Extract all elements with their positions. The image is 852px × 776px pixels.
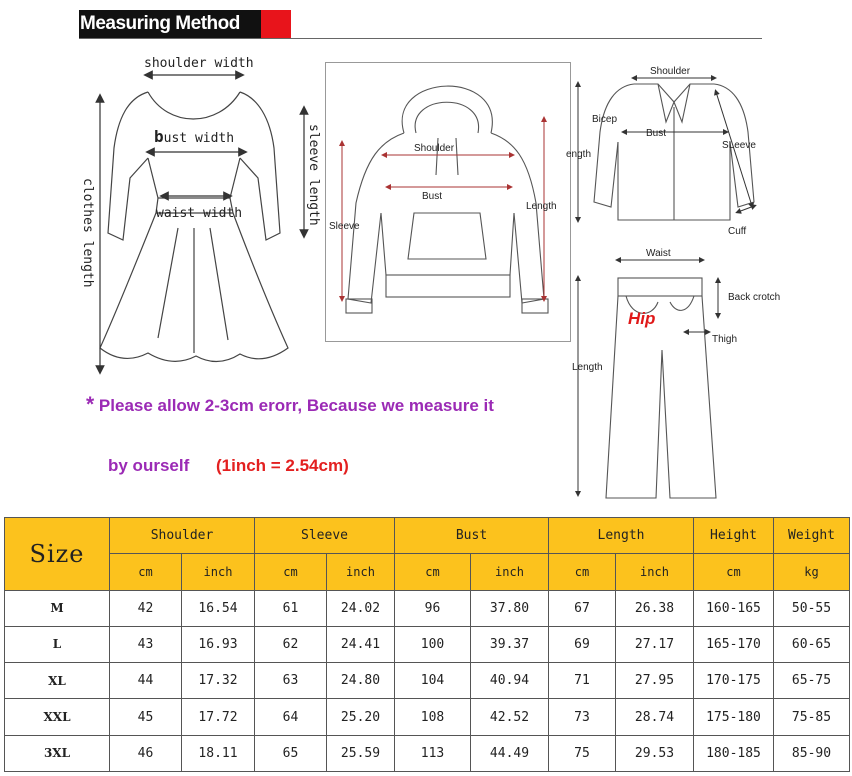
measurement-cell: 37.80	[471, 590, 549, 626]
height-header: Height	[694, 518, 774, 554]
pants-figure	[566, 240, 806, 498]
pants-hip-label: Hip	[628, 309, 656, 328]
measurement-cell: 16.54	[182, 590, 255, 626]
measurement-cell: 113	[395, 735, 471, 771]
measurement-cell: 61	[255, 590, 327, 626]
measurement-cell: 64	[255, 699, 327, 735]
table-row	[5, 663, 850, 699]
header-accent-block	[261, 10, 291, 38]
measurement-cell: 50-55	[774, 590, 850, 626]
measurement-cell: 60-65	[774, 626, 850, 662]
measurement-cell: 180-185	[694, 735, 774, 771]
measurement-cell: 27.17	[616, 626, 694, 662]
unit-cell: kg	[774, 554, 850, 590]
table-header-row	[5, 518, 850, 554]
note-line2: by ourself	[108, 456, 190, 475]
table-row	[5, 699, 850, 735]
shirt-outline	[594, 84, 754, 220]
measurement-cell: 69	[549, 626, 616, 662]
measurement-cell: 104	[395, 663, 471, 699]
unit-cell: cm	[395, 554, 471, 590]
measurement-cell: 29.53	[616, 735, 694, 771]
shirt-cuff-label: Cuff	[728, 226, 747, 237]
shirt-bicep-label: Bicep	[592, 114, 618, 125]
measurement-cell: 63	[255, 663, 327, 699]
measurement-error-note	[86, 393, 494, 417]
measurement-cell: 42	[110, 590, 182, 626]
size-chart-table	[4, 517, 850, 772]
measurement-cell: 45	[110, 699, 182, 735]
measurement-cell: 44.49	[471, 735, 549, 771]
hoodie-bust-label: Bust	[422, 191, 443, 202]
measurement-cell: 160-165	[694, 590, 774, 626]
dress-waist-width-label: waist width	[156, 206, 243, 221]
dress-clothes-length-label: clothes length	[80, 178, 95, 288]
dress-sleeve-length-label: sleeve length	[306, 124, 321, 226]
conversion-note	[108, 456, 349, 476]
measurement-cell: 96	[395, 590, 471, 626]
pants-waist-label: Waist	[646, 248, 671, 259]
shirt-figure	[566, 62, 786, 242]
pants-length-label: Length	[572, 362, 603, 373]
sleeve-header: Sleeve	[255, 518, 395, 554]
measurement-cell: 39.37	[471, 626, 549, 662]
measurement-cell: 85-90	[774, 735, 850, 771]
measurement-cell: 40.94	[471, 663, 549, 699]
measurement-cell: 42.52	[471, 699, 549, 735]
measurement-cell: 65	[255, 735, 327, 771]
measurement-cell: 28.74	[616, 699, 694, 735]
shoulder-header: Shoulder	[110, 518, 255, 554]
unit-cell: inch	[616, 554, 694, 590]
measurement-cell: 24.41	[327, 626, 395, 662]
dress-shoulder-width-label: shoulder width	[144, 56, 254, 71]
bust-header: Bust	[395, 518, 549, 554]
section-header	[79, 10, 762, 40]
unit-cell: cm	[255, 554, 327, 590]
inch-conversion: (1inch = 2.54cm)	[215, 456, 349, 475]
pants-thigh-label: Thigh	[712, 334, 738, 345]
measurement-cell: 108	[395, 699, 471, 735]
pants-back-crotch-label: Back crotch	[728, 292, 781, 303]
measurement-cell: 170-175	[694, 663, 774, 699]
pants-outline	[606, 278, 716, 498]
hoodie-length-label: Length	[526, 201, 557, 212]
size-label-cell: 3XL	[5, 735, 110, 771]
dress-bust-width-label: bust width	[154, 127, 235, 146]
size-header: Size	[5, 518, 110, 591]
measurement-cell: 16.93	[182, 626, 255, 662]
length-header: Length	[549, 518, 694, 554]
hoodie-sleeve-label: Sleeve	[329, 221, 360, 232]
unit-cell: inch	[182, 554, 255, 590]
hoodie-outline	[346, 86, 548, 313]
unit-cell: cm	[549, 554, 616, 590]
size-rows	[5, 590, 850, 771]
dress-figure	[78, 48, 338, 378]
unit-cell: cm	[110, 554, 182, 590]
measurement-cell: 24.02	[327, 590, 395, 626]
measurement-cell: 75	[549, 735, 616, 771]
hoodie-figure	[325, 62, 571, 342]
measurement-cell: 17.32	[182, 663, 255, 699]
shirt-bust-label: Bust	[646, 128, 667, 139]
measurement-cell: 73	[549, 699, 616, 735]
measurement-cell: 175-180	[694, 699, 774, 735]
measurement-cell: 71	[549, 663, 616, 699]
measurement-cell: 25.59	[327, 735, 395, 771]
table-unit-row	[5, 554, 850, 590]
header-divider	[79, 38, 762, 39]
unit-cell: inch	[471, 554, 549, 590]
size-label-cell: XXL	[5, 699, 110, 735]
measurement-cell: 26.38	[616, 590, 694, 626]
measurement-cell: 65-75	[774, 663, 850, 699]
weight-header: Weight	[774, 518, 850, 554]
unit-cell: inch	[327, 554, 395, 590]
size-label-cell: XL	[5, 663, 110, 699]
measurement-cell: 100	[395, 626, 471, 662]
note-line1: Please allow 2-3cm erorr, Because we measure it	[98, 396, 494, 415]
measurement-cell: 25.20	[327, 699, 395, 735]
table-row	[5, 626, 850, 662]
section-title: Measuring Method	[79, 10, 261, 38]
measurement-cell: 165-170	[694, 626, 774, 662]
size-label-cell: L	[5, 626, 110, 662]
shirt-sleeve-label: SLeeve	[722, 140, 756, 151]
measurement-cell: 46	[110, 735, 182, 771]
shirt-length-label: ength	[566, 149, 592, 160]
unit-cell: cm	[694, 554, 774, 590]
measurement-cell: 62	[255, 626, 327, 662]
measurement-cell: 43	[110, 626, 182, 662]
measurement-cell: 44	[110, 663, 182, 699]
shirt-shoulder-label: Shoulder	[650, 66, 691, 77]
note-star: *	[86, 393, 95, 416]
measurement-cell: 75-85	[774, 699, 850, 735]
measurement-cell: 17.72	[182, 699, 255, 735]
table-row	[5, 590, 850, 626]
measurement-cell: 67	[549, 590, 616, 626]
size-label-cell: M	[5, 590, 110, 626]
hoodie-shoulder-label: Shoulder	[414, 143, 455, 154]
table-row	[5, 735, 850, 771]
measurement-cell: 18.11	[182, 735, 255, 771]
measurement-cell: 24.80	[327, 663, 395, 699]
measurement-cell: 27.95	[616, 663, 694, 699]
